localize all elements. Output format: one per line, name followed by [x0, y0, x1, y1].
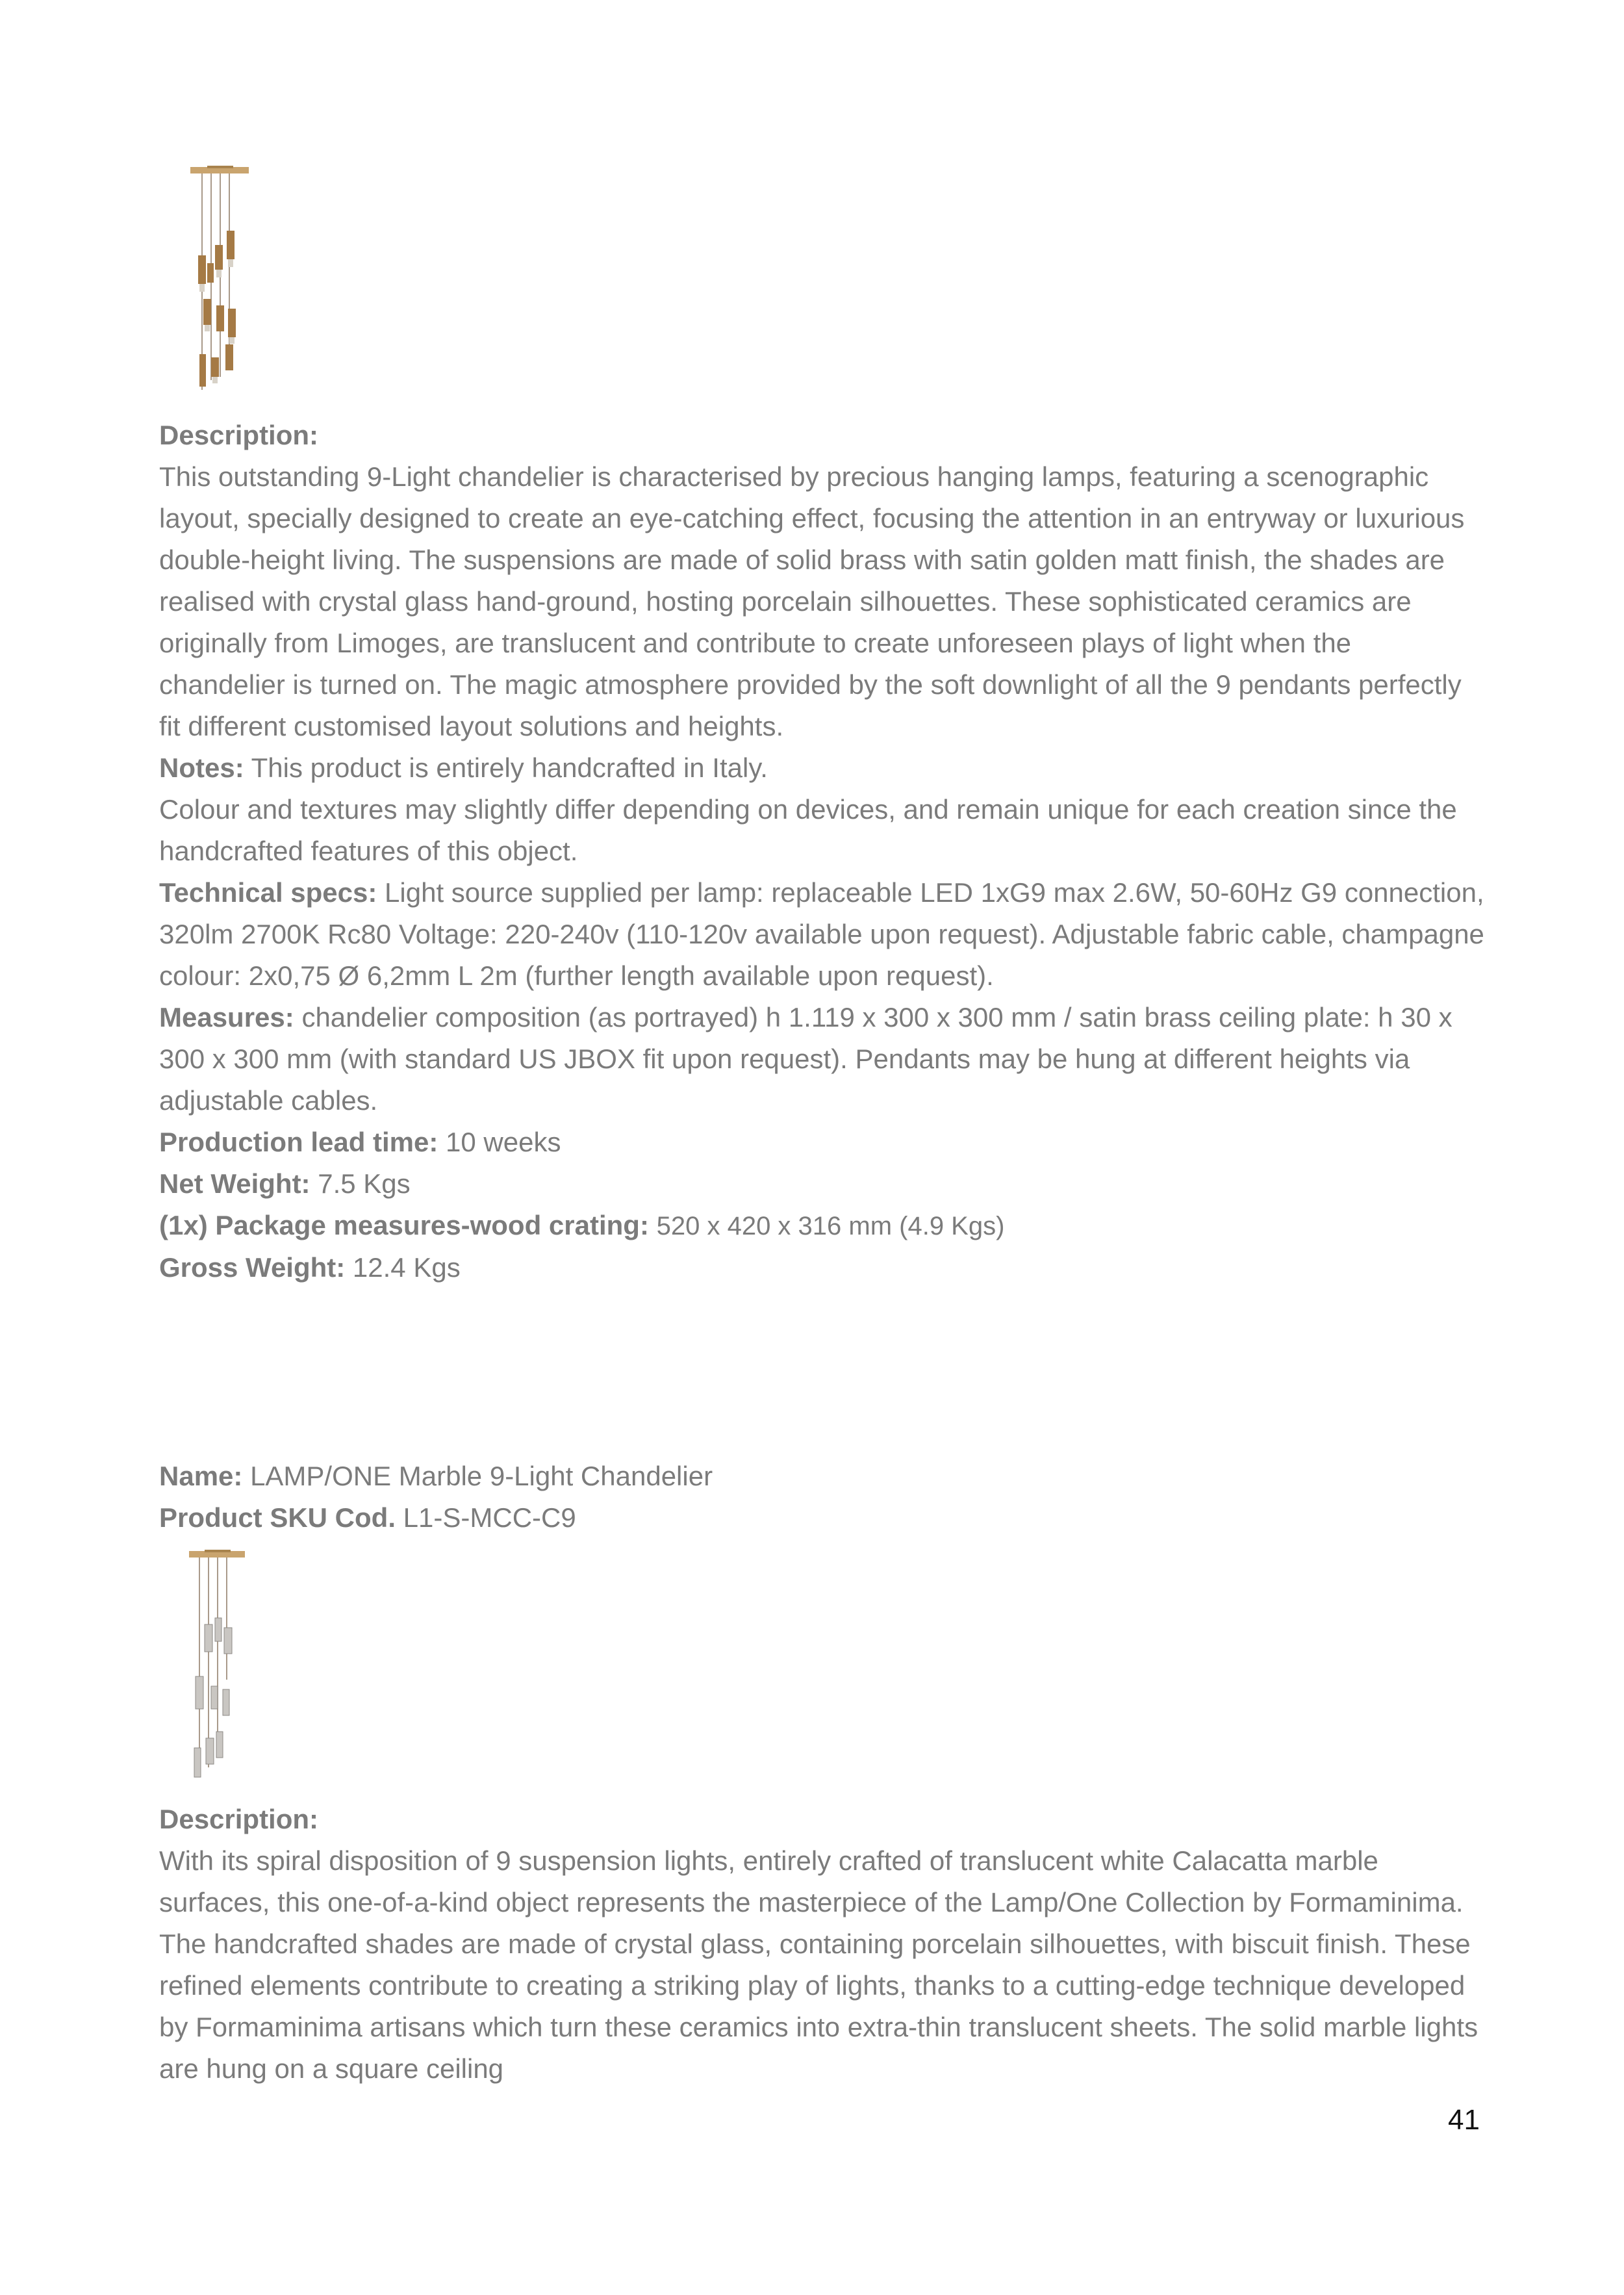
product-sku: Product SKU Cod. L1-S-MCC-C9	[159, 1502, 576, 1533]
description-text: With its spiral disposition of 9 suspension lights, entirely crafted of translucent white Calacatta marble surfaces, this one-of-a-kind object represents the masterpiece of the Lamp/One Collection by Formaminima. The handcrafted shades are made of crystal glass, containing porcelain silhouettes, with biscuit finish. These refined elements contribute to creating a striking play of lights, thanks to a cutting-edge technique developed by Formaminima artisans which turn these ceramics into extra-thin translucent sheets. The solid marble lights are hung on a square ceiling	[159, 1845, 1478, 2084]
product-1-details	[159, 415, 1484, 1289]
page-number: 41	[1448, 2104, 1480, 2136]
gross-weight: Gross Weight: 12.4 Kgs	[159, 1252, 461, 1283]
brass-chandelier-image	[185, 166, 257, 400]
production-lead-time: Production lead time: 10 weeks	[159, 1127, 561, 1157]
measures: Measures: chandelier composition (as portrayed) h 1.119 x 300 x 300 mm / satin brass ceiling plate: h 30 x 300 x 300 mm (with standard US JBOX fit upon request). Pendants may be hung at different heights via adjustable cables.	[159, 1002, 1453, 1116]
notes: Notes: This product is entirely handcrafted in Italy.	[159, 752, 768, 783]
marble-chandelier-image	[185, 1550, 250, 1784]
product-name: Name: LAMP/ONE Marble 9-Light Chandelier	[159, 1461, 713, 1491]
product-2-header	[159, 1455, 1484, 1539]
technical-specs: Technical specs: Light source supplied per lamp: replaceable LED 1xG9 max 2.6W, 50-60Hz G9 connection, 320lm 2700K Rc80 Voltage: 220-240v (110-120v available upon request). Adjustable fabric cable, champagne colour: 2x0,75 Ø 6,2mm L 2m (further length available upon request).	[159, 877, 1484, 991]
product-2-details	[159, 1799, 1484, 2090]
colour-note: Colour and textures may slightly differ depending on devices, and remain unique for each creation since the handcrafted features of this object.	[159, 794, 1457, 866]
package-measures: (1x) Package measures-wood crating: 520 x 420 x 316 mm (4.9 Kgs)	[159, 1210, 1005, 1240]
description-heading: Description:	[159, 1804, 319, 1834]
net-weight: Net Weight: 7.5 Kgs	[159, 1168, 411, 1199]
description-heading: Description:	[159, 420, 319, 450]
description-text: This outstanding 9-Light chandelier is characterised by precious hanging lamps, featuring a scenographic layout, specially designed to create an eye-catching effect, focusing the attention in an entryway or luxurious double-height living. The suspensions are made of solid brass with satin golden matt finish, the shades are realised with crystal glass hand-ground, hosting porcelain silhouettes. These sophisticated ceramics are originally from Limoges, are translucent and contribute to create unforeseen plays of light when the chandelier is turned on. The magic atmosphere provided by the soft downlight of all the 9 pendants perfectly fit different customised layout solutions and heights.	[159, 461, 1465, 741]
